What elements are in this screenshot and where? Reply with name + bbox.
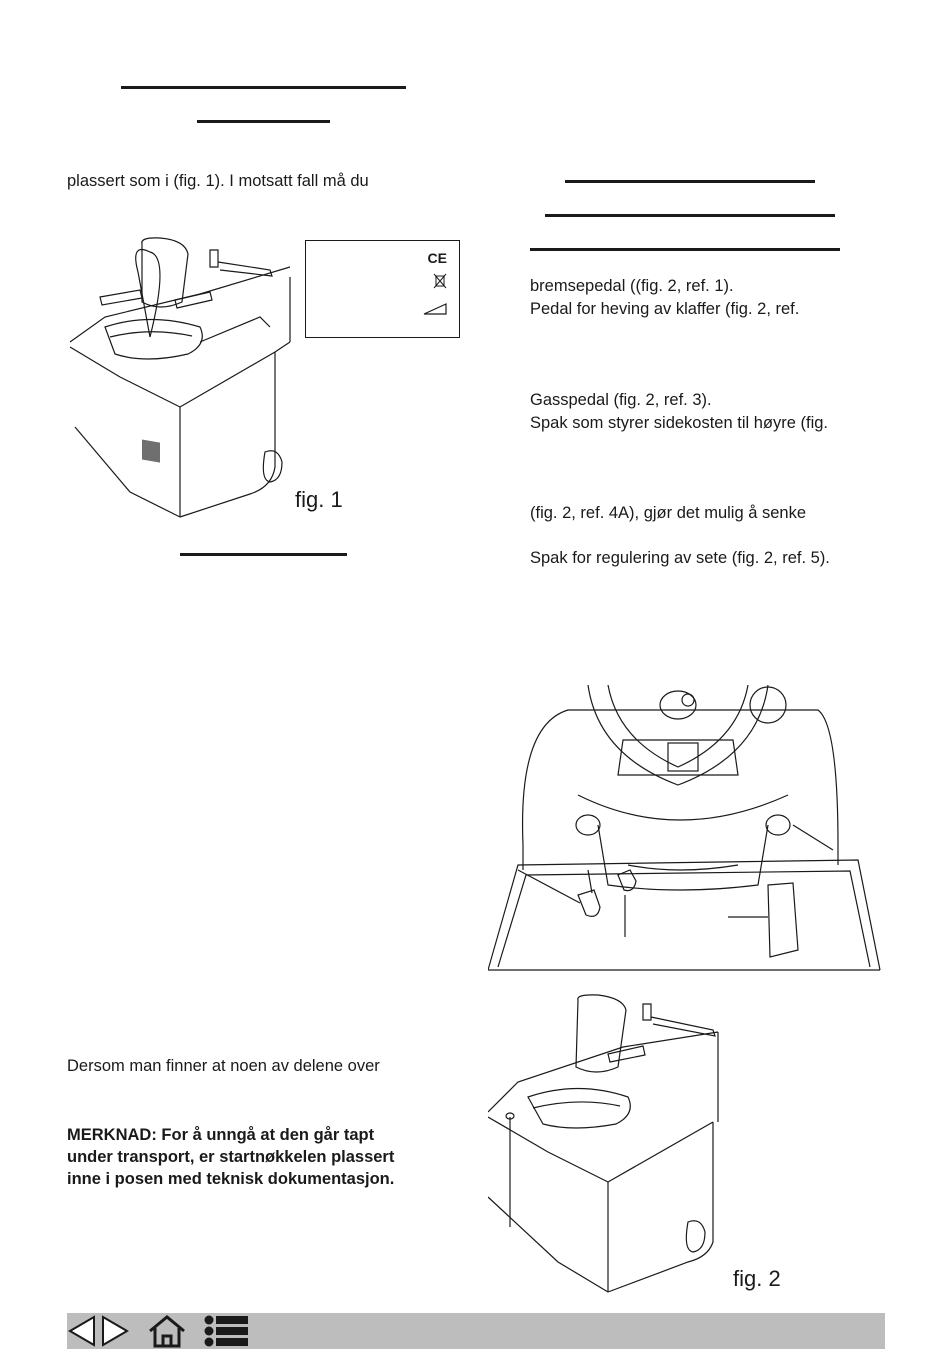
note-line-3: inne i posen med teknisk dokumentasjon. xyxy=(67,1170,395,1188)
control-line-6: Spak for regulering av sete (fig. 2, ref. 5). xyxy=(530,549,830,567)
intro-text: plassert som i (fig. 1). I motsatt fall må du xyxy=(67,172,369,190)
heading-rule-3 xyxy=(565,180,815,183)
list-icon[interactable] xyxy=(202,1313,252,1349)
note-line-2: under transport, er startnøkkelen plassert xyxy=(67,1148,395,1166)
heading-rule-1 xyxy=(121,86,406,89)
control-line-1: bremsepedal ((fig. 2, ref. 1). xyxy=(530,277,734,295)
heading-rule-6 xyxy=(180,553,347,556)
heading-rule-4 xyxy=(545,214,835,217)
ce-mark: CE xyxy=(427,250,447,266)
home-icon[interactable] xyxy=(147,1313,187,1349)
fig2-pedals-drawing xyxy=(488,685,888,975)
fig1-label: fig. 1 xyxy=(295,487,343,512)
warning-text: Dersom man finner at noen av delene over xyxy=(67,1057,380,1075)
control-line-3: Gasspedal (fig. 2, ref. 3). xyxy=(530,391,712,409)
control-line-4: Spak som styrer sidekosten til høyre (fig. xyxy=(530,414,829,432)
note-line-1: MERKNAD: For å unngå at den går tapt xyxy=(67,1126,375,1144)
triangle-right-icon[interactable] xyxy=(100,1313,130,1349)
identification-plate xyxy=(305,240,460,338)
heading-rule-5 xyxy=(530,248,840,251)
control-line-5: (fig. 2, ref. 4A), gjør det mulig å senke xyxy=(530,504,807,522)
crossed-bin-icon xyxy=(433,273,447,291)
navigation-bar xyxy=(67,1313,885,1349)
slope-triangle-icon xyxy=(423,303,447,317)
control-line-2: Pedal for heving av klaffer (fig. 2, ref. xyxy=(530,300,800,318)
triangle-left-icon[interactable] xyxy=(67,1313,97,1349)
fig2-label: fig. 2 xyxy=(733,1266,781,1291)
heading-rule-2 xyxy=(197,120,330,123)
fig2-seat-drawing xyxy=(488,992,738,1297)
